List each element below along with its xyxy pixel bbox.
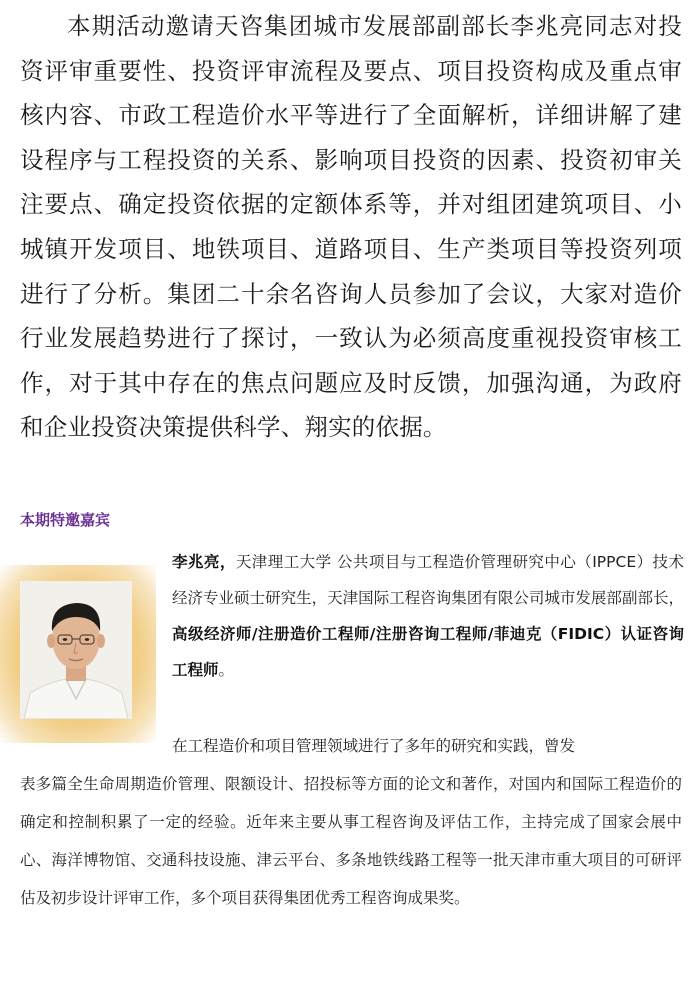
guest-bio-rest: 表多篇全生命周期造价管理、限额设计、招投标等方面的论文和著作，对国内和国际工程造价的确定和控制积累了一定的经验。近年来主要从事工程咨询及评估工作，主持完成了国家会展中心、海洋博物馆、交通科技设施、津云平台、多条地铁线路工程等一批天津市重大项目的可研评估及初步设计评审工作，多个项目获得集团优秀工程咨询成果奖。 [20,775,682,907]
guest-affiliation: 天津理工大学 公共项目与工程造价管理研究中心（IPPCE）技术经济专业硕士研究生，天津国际工程咨询集团有限公司城市发展部副部长， [172,553,684,607]
guest-bio-first-line: 在工程造价和项目管理领域进行了多年的研究和实践，曾发 [172,737,576,755]
guest-intro [172,544,684,688]
guest-credentials: 高级经济师/注册造价工程师/注册咨询工程师/菲迪克（FIDIC）认证咨询工程师 [172,625,684,679]
guest-portrait-photo [20,581,132,719]
guest-intro-end: 。 [218,661,235,679]
guest-section-title: 本期特邀嘉宾 [20,511,111,529]
article-paragraph: 本期活动邀请天咨集团城市发展部副部长李兆亮同志对投资评审重要性、投资评审流程及要点、项目投资构成及重点审核内容、市政工程造价水平等进行了全面解析，详细讲解了建设程序与工程投资的关系、影响项目投资的因素、投资初审关注要点、确定投资依据的定额体系等，并对组团建筑项目、小城镇开发项目、地铁项目、道路项目、生产类项目等投资列项进行了分析。集团二十余名咨询人员参加了会议，大家对造价行业发展趋势进行了探讨，一致认为必须高度重视投资审核工作，对于其中存在的焦点问题应及时反馈，加强沟通，为政府和企业投资决策提供科学、翔实的依据。 [20,12,682,442]
guest-bio [20,727,682,917]
portrait-illustration [20,581,132,719]
guest-name: 李兆亮， [172,553,236,571]
guest-photo-frame [0,565,156,743]
